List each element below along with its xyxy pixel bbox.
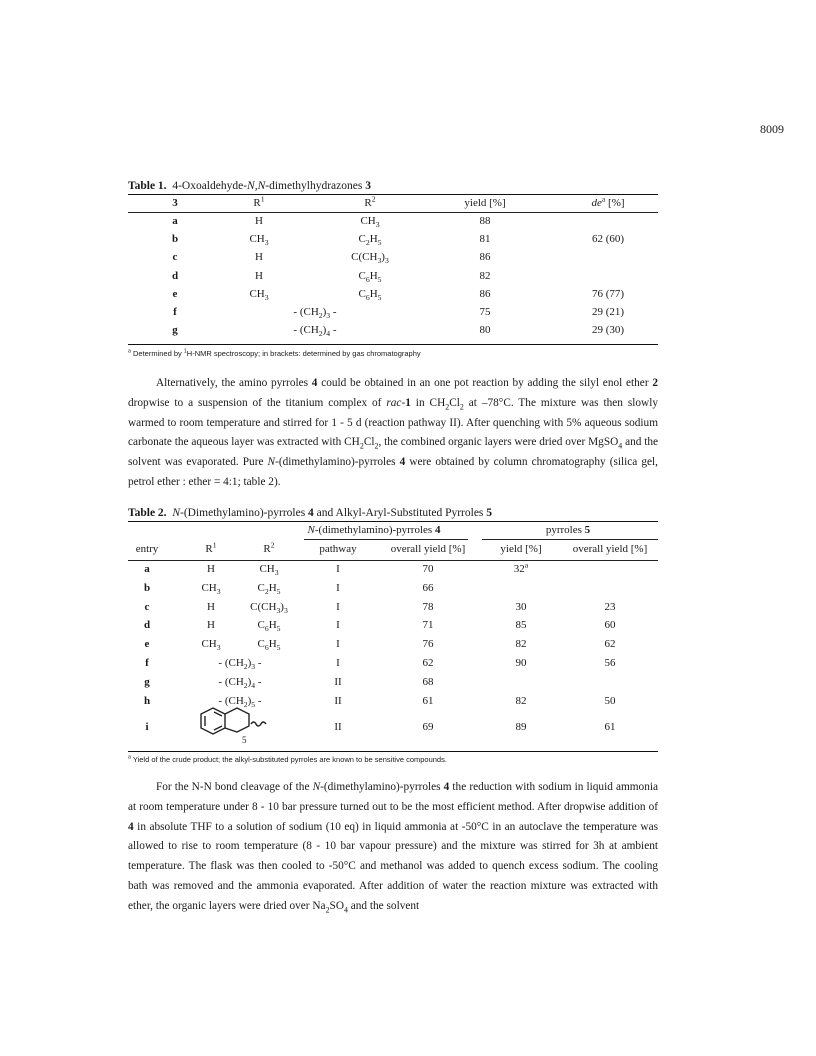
table1-row-r2: $C_6H_5$	[358, 287, 382, 302]
table1-row-id: e	[172, 287, 178, 300]
table2-caption	[128, 507, 492, 519]
table1-row-r1r2: - $(CH_2)_4$ -	[293, 324, 337, 339]
table2-col-header: $R^2$	[263, 540, 275, 555]
table2-row-r1: H	[207, 563, 215, 575]
table1-footnote: $^a$ Determined by $^1$H-NMR spectroscopy; in brackets: determined by gas chromatography	[128, 348, 421, 358]
table1-col-header: $R^1$	[253, 194, 265, 209]
table1-col-header: $de^a$ [%]	[591, 194, 625, 209]
table2-label: Table 2.	[128, 507, 167, 519]
table2-row-overall-yield-5: 56	[604, 657, 616, 669]
table2-row-r2: $C_2H_5$	[257, 581, 281, 596]
table2-row-id: f	[145, 657, 149, 669]
table2-row-overall-yield-5: 50	[604, 694, 616, 707]
table2-row-overall-yield-4: 66	[422, 581, 434, 594]
table1-col-header: yield [%]	[464, 197, 506, 209]
table1-row-yield: 81	[479, 233, 491, 246]
table2-header-rule	[128, 560, 658, 561]
table2-row-overall-yield-5: 60	[604, 619, 616, 632]
table1-row-r1: $CH_3$	[249, 233, 269, 248]
table1-row-yield: 82	[479, 269, 491, 282]
table1-row-yield: 80	[479, 324, 491, 337]
table1-row-id: g	[172, 324, 178, 337]
paragraph-one-pot: Alternatively, the amino pyrroles 4 could be obtained in an one pot reaction by adding the silyl enol ether 2 dropwise to a suspension of the titanium complex of rac-1 in $CH_2Cl_2$ at –78°C. The mixture was then slowly warmed to room temperature and stirred for 1 - 5 d (reaction pathway II). After quenching with 5% aqueous sodium carbonate the aqueous layer was extracted with $CH_2Cl_2$, the combined organic layers were dried over MgSO$_4$ and the solvent was evaporated. Pure N-(dimethylamino)-pyrroles 4 were obtained by column chromatography (silica gel, petrol ether : ether = 4:1; table 2).	[128, 377, 659, 488]
table1-row-id: b	[171, 233, 179, 246]
table2-row-pathway: I	[336, 600, 340, 613]
table2-top-rule	[128, 521, 658, 522]
table2-row-overall-yield-5: 61	[604, 721, 616, 733]
table2-row-r2: $C_6H_5$	[257, 638, 281, 653]
table2-row-r1: $CH_3$	[201, 581, 221, 596]
table1-row-r1r2: - $(CH_2)_3$ -	[293, 306, 337, 321]
table2-row-r1r2: - $(CH_2)_5$ -	[218, 694, 262, 709]
table2-row-id: i	[145, 721, 149, 733]
table2-row-overall-yield-4: 61	[422, 694, 434, 707]
table1-bottom-rule	[128, 344, 658, 345]
table2-row-overall-yield-4: 76	[422, 638, 434, 651]
table2-row-overall-yield-5: 62	[604, 638, 616, 651]
table1-row-de: 29 (21)	[591, 306, 625, 318]
table2-row-pathway: II	[334, 721, 342, 733]
table2-col-header: yield [%]	[500, 543, 542, 555]
table1-row-r1: H	[255, 215, 263, 227]
table1-top-rule	[128, 194, 658, 195]
table1-row-de: 29 (30)	[591, 324, 625, 337]
table2-row-yield-5: 89	[515, 721, 527, 733]
table2-row-r1: H	[207, 619, 215, 632]
table1-header-rule	[128, 212, 658, 213]
table1-row-r1: H	[255, 251, 263, 264]
table1-row-yield: 75	[479, 306, 491, 318]
table2-row-r2: $C(CH_3)_3$	[250, 600, 288, 615]
table1-row-id: a	[172, 215, 178, 227]
table2-row-overall-yield-4: 78	[422, 600, 434, 613]
table2-row-id: e	[144, 638, 150, 651]
table1-label: Table 1.	[128, 180, 167, 192]
table2-group-header-4: N-(dimethylamino)-pyrroles 4	[307, 524, 441, 536]
table1-row-yield: 86	[479, 251, 491, 264]
table1-row-yield: 86	[479, 287, 491, 300]
structure-label-5: 5	[242, 735, 247, 744]
table1-caption	[128, 180, 371, 192]
table2-row-overall-yield-4: 70	[422, 563, 434, 575]
table2-row-r2: $CH_3$	[259, 563, 279, 578]
table1-row-de: 62 (60)	[591, 233, 625, 246]
table2-row-overall-yield-4: 68	[422, 675, 434, 688]
table2-row-overall-yield-4: 71	[422, 619, 434, 632]
table1-row-r2: $C_2H_5$	[358, 233, 382, 248]
table2-footnote: $^a$ Yield of the crude product; the alkyl-substituted pyrroles are known to be sensitive compounds.	[128, 754, 447, 764]
table2-title: N-(Dimethylamino)-pyrroles 4 and Alkyl-Aryl-Substituted Pyrroles 5	[172, 507, 493, 519]
table2-row-r1: $CH_3$	[201, 638, 221, 653]
table2-row-r1r2: - $(CH_2)_4$ -	[218, 675, 262, 690]
table2-col-header: entry	[135, 543, 159, 555]
table2-row-yield-5: 90	[515, 657, 527, 669]
table2-bottom-rule	[128, 751, 658, 752]
table2-row-pathway: II	[334, 694, 342, 707]
table1-row-id: f	[173, 306, 177, 318]
table1-col-header: 3	[172, 197, 178, 209]
table2-row-r1: H	[207, 600, 215, 613]
table2-row-id: c	[144, 600, 150, 613]
table2-col-header: $R^1$	[205, 540, 217, 555]
table1-col-header: $R^2$	[364, 194, 376, 209]
table2-group-rule-5	[482, 539, 658, 540]
table2-row-yield-5: 82	[515, 694, 527, 707]
table1-row-r2: $CH_3$	[360, 215, 380, 230]
page-number: 8009	[760, 122, 784, 136]
table1-row-de: 76 (77)	[591, 287, 625, 300]
table2-row-overall-yield-5: 23	[604, 600, 616, 613]
paragraph-nn-cleavage: For the N-N bond cleavage of the N-(dimethylamino)-pyrroles 4 the reduction with sodium in liquid ammonia at room temperature under 8 - 10 bar pressure turned out to be the most efficient method. After dropwise addition of 4 in absolute THF to a solution of sodium (10 eq) in liquid ammonia at -50°C in an autoclave the temperature was allowed to rise to room temperature (8 - 10 bar vapour pressure) and the mixture was stirred for 3h at ambient temperature. The flask was then cooled to -50°C and methanol was added to quench excess sodium. The cooling bath was removed and the ammonia evaporated. After addition of water the reaction mixture was extracted with ether, the organic layers were dried over $Na_2SO_4$ and the solvent	[128, 781, 658, 915]
table1-row-yield: 88	[479, 215, 491, 227]
table2-group-header-5: pyrroles 5	[545, 524, 591, 536]
table2-row-id: d	[143, 619, 151, 632]
table2-row-id: h	[143, 694, 151, 707]
table2-row-yield-5: 30	[515, 600, 527, 613]
tetralin-structure-drawing	[197, 704, 271, 744]
table2-row-pathway: I	[336, 657, 340, 669]
table2-col-header: overall yield [%]	[390, 543, 466, 555]
table2-row-pathway: I	[336, 563, 340, 575]
table2-row-yield-5: 32$^a$	[513, 560, 529, 575]
table1-row-r2: $C(CH_3)_3$	[351, 251, 389, 266]
table2-col-header: pathway	[319, 543, 357, 555]
table2-row-overall-yield-4: 62	[422, 657, 434, 669]
table2-row-r1r2: - $(CH_2)_3$ -	[218, 657, 262, 672]
table2-row-overall-yield-4: 69	[422, 721, 434, 733]
table1-row-r1: H	[255, 269, 263, 282]
table2-row-yield-5: 82	[515, 638, 527, 651]
table2-row-yield-5: 85	[515, 619, 527, 632]
table2-col-header: overall yield [%]	[572, 543, 648, 555]
table2-row-pathway: I	[336, 619, 340, 632]
table2-row-id: b	[143, 581, 151, 594]
table2-row-pathway: I	[336, 581, 340, 594]
table2-row-id: g	[144, 675, 150, 688]
table2-group-rule-4	[304, 539, 468, 540]
table1-title: 4-Oxoaldehyde-N,N-dimethylhydrazones 3	[172, 180, 371, 192]
table1-row-r1: $CH_3$	[249, 287, 269, 302]
table2-row-pathway: I	[336, 638, 340, 651]
table1-row-r2: $C_6H_5$	[358, 269, 382, 284]
table1-row-id: c	[172, 251, 178, 264]
table2-row-id: a	[144, 563, 150, 575]
table1-row-id: d	[171, 269, 179, 282]
table2-row-pathway: II	[334, 675, 342, 688]
table2-row-r2: $C_6H_5$	[257, 619, 281, 634]
